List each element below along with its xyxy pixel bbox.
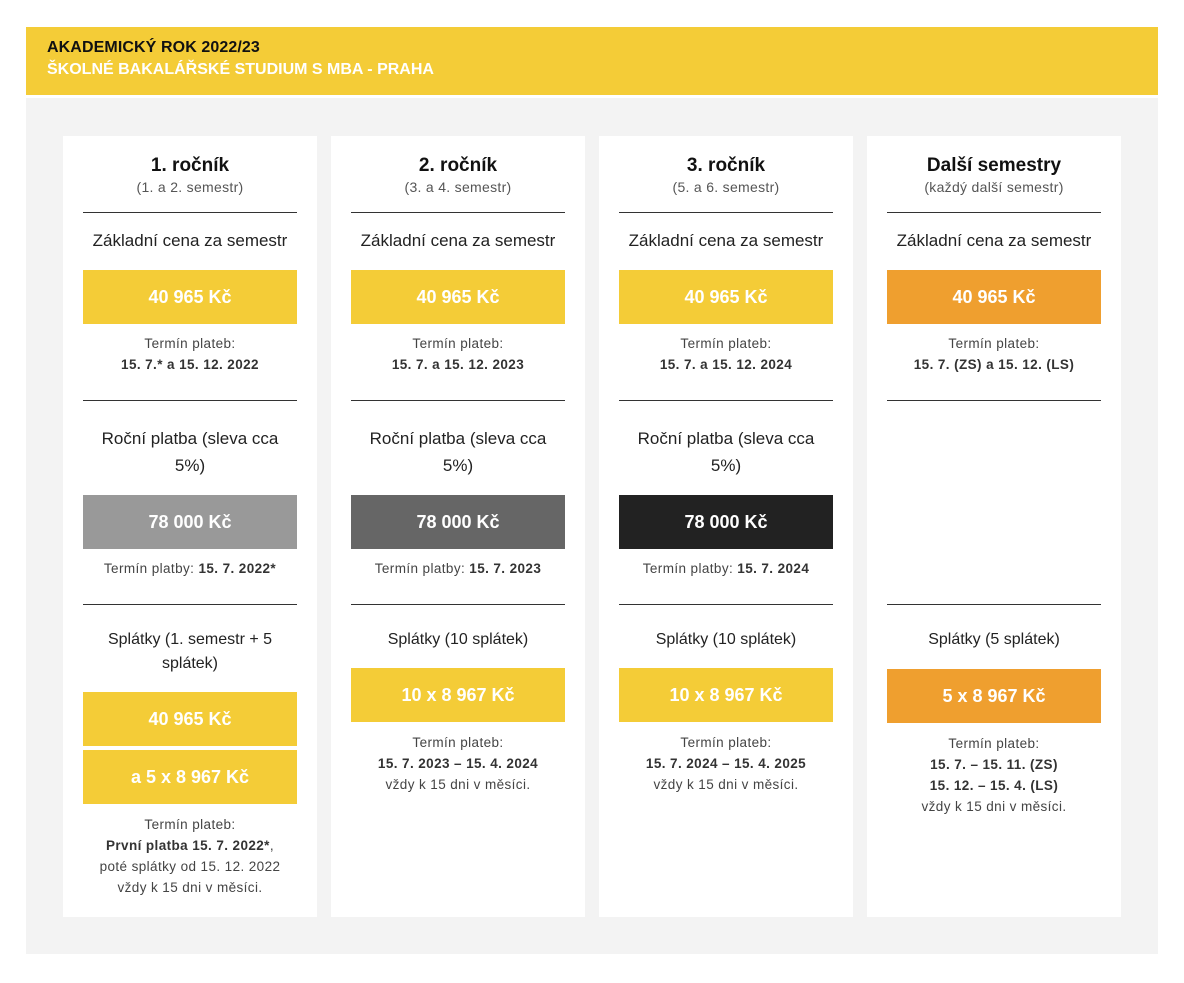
annual-terms-date: 15. 7. 2022* — [198, 561, 277, 576]
divider — [619, 604, 833, 605]
installments-period: 15. 7. 2023 – 15. 4. 2024 — [377, 756, 539, 771]
installments-label: Splátky (10 splátek) — [655, 631, 797, 648]
installments-day-note: vždy k 15 dni v měsíci. — [921, 799, 1067, 814]
annual-label: Roční platba (sleva cca 5%) — [101, 429, 279, 475]
base-price-label: Základní cena za semestr — [92, 231, 288, 250]
divider — [351, 400, 565, 401]
installments-terms-label: Termín plateb: — [412, 735, 504, 750]
base-terms — [331, 333, 585, 375]
annual-price-box: 78 000 Kč — [83, 495, 297, 549]
installments-period: 15. 7. 2024 – 15. 4. 2025 — [645, 756, 807, 771]
base-terms-label: Termín plateb: — [412, 336, 504, 351]
base-terms-label: Termín plateb: — [948, 336, 1040, 351]
annual-terms-label: Termín platby: — [374, 561, 466, 576]
installments-terms — [599, 732, 853, 795]
page-header — [26, 27, 1158, 95]
annual-label: Roční platba (sleva cca 5%) — [369, 429, 547, 475]
annual-terms-date: 15. 7. 2023 — [469, 561, 542, 576]
card-title: 2. ročník — [418, 155, 498, 176]
pricing-card-year-2 — [331, 136, 585, 917]
base-price-label: Základní cena za semestr — [360, 231, 556, 250]
installments-terms-label: Termín plateb: — [680, 735, 772, 750]
annual-terms-date: 15. 7. 2024 — [737, 561, 810, 576]
divider — [887, 212, 1101, 213]
installments-label: Splátky (10 splátek) — [387, 631, 529, 648]
base-terms-label: Termín plateb: — [144, 336, 236, 351]
base-terms — [867, 333, 1121, 375]
card-subtitle: (5. a 6. semestr) — [672, 179, 780, 195]
annual-terms-label: Termín platby: — [103, 561, 195, 576]
base-terms — [63, 333, 317, 375]
annual-label: Roční platba (sleva cca 5%) — [637, 429, 815, 475]
installments-first-payment: První platba 15. 7. 2022* — [106, 838, 270, 853]
annual-terms — [331, 558, 585, 579]
installments-first-box: 40 965 Kč — [83, 692, 297, 746]
divider — [619, 400, 833, 401]
base-price-label: Základní cena za semestr — [628, 231, 824, 250]
base-price-box: 40 965 Kč — [83, 270, 297, 324]
installments-box: 5 x 8 967 Kč — [887, 669, 1101, 723]
pricing-card-year-3 — [599, 136, 853, 917]
card-title: 1. ročník — [150, 155, 230, 176]
divider — [619, 212, 833, 213]
divider — [83, 212, 297, 213]
annual-terms — [599, 558, 853, 579]
pricing-card-further-semesters — [867, 136, 1121, 917]
base-terms-dates: 15. 7.* a 15. 12. 2022 — [121, 357, 259, 372]
installments-label: Splátky (1. semestr + 5 splátek) — [107, 631, 273, 672]
installments-terms-label: Termín plateb: — [144, 817, 236, 832]
card-title: 3. ročník — [686, 155, 766, 176]
installments-label: Splátky (5 splátek) — [928, 631, 1060, 648]
base-price-box: 40 965 Kč — [619, 270, 833, 324]
academic-year-title: AKADEMICKÝ ROK 2022/23 — [47, 39, 260, 56]
base-price-box: 40 965 Kč — [887, 270, 1101, 324]
annual-price-box: 78 000 Kč — [619, 495, 833, 549]
annual-price-box: 78 000 Kč — [351, 495, 565, 549]
installments-terms: Termín plateb: První platba 15. 7. 2022*, poté splátky od 15. 12. 2022 vždy k 15 dni v měsíci. — [63, 814, 317, 898]
base-terms — [599, 333, 853, 375]
divider — [83, 604, 297, 605]
installments-terms-label: Termín plateb: — [948, 736, 1040, 751]
divider — [83, 400, 297, 401]
installments-box: 10 x 8 967 Kč — [351, 668, 565, 722]
installments-day-note: vždy k 15 dni v měsíci. — [385, 777, 531, 792]
divider — [351, 604, 565, 605]
installments-box: 10 x 8 967 Kč — [619, 668, 833, 722]
base-price-label: Základní cena za semestr — [896, 231, 1092, 250]
divider — [351, 212, 565, 213]
base-terms-dates: 15. 7. a 15. 12. 2023 — [391, 357, 525, 372]
divider — [887, 400, 1101, 401]
divider — [887, 604, 1101, 605]
installments-period-winter: 15. 7. – 15. 11. (ZS) — [930, 757, 1058, 772]
installments-schedule: poté splátky od 15. 12. 2022 — [99, 859, 281, 874]
card-subtitle: (1. a 2. semestr) — [136, 179, 244, 195]
card-title: Další semestry — [926, 155, 1062, 176]
installments-period-summer: 15. 12. – 15. 4. (LS) — [929, 778, 1059, 793]
card-subtitle: (každý další semestr) — [924, 179, 1064, 195]
installments-day-note: vždy k 15 dni v měsíci. — [117, 880, 263, 895]
program-title: ŠKOLNÉ BAKALÁŘSKÉ STUDIUM S MBA - PRAHA — [47, 61, 434, 78]
annual-terms — [63, 558, 317, 579]
base-terms-dates: 15. 7. a 15. 12. 2024 — [659, 357, 793, 372]
annual-terms-label: Termín platby: — [642, 561, 734, 576]
base-terms-dates: 15. 7. (ZS) a 15. 12. (LS) — [913, 357, 1075, 372]
installments-day-note: vždy k 15 dni v měsíci. — [653, 777, 799, 792]
installments-terms — [867, 733, 1121, 817]
base-price-box: 40 965 Kč — [351, 270, 565, 324]
pricing-card-year-1 — [63, 136, 317, 917]
base-terms-label: Termín plateb: — [680, 336, 772, 351]
installments-terms — [331, 732, 585, 795]
installments-rest-box: a 5 x 8 967 Kč — [83, 750, 297, 804]
card-subtitle: (3. a 4. semestr) — [404, 179, 512, 195]
